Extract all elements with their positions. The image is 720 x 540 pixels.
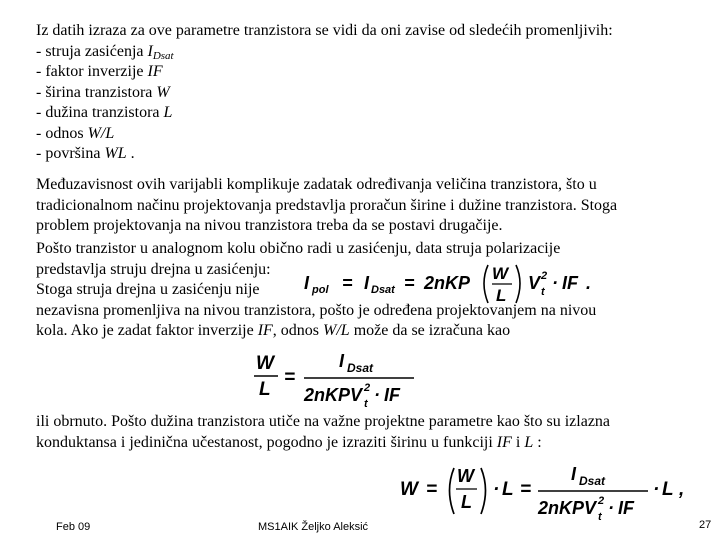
text-line: tradicionalnom načinu projektovanja predstavlja proračun širine i dužine tranzistora. Stoga: [36, 196, 618, 214]
svg-text:L: L: [662, 479, 674, 500]
svg-text:2: 2: [364, 382, 371, 394]
svg-text:·: ·: [608, 498, 614, 518]
svg-text:W: W: [457, 466, 474, 486]
svg-text:L: L: [461, 492, 472, 512]
svg-text:2: 2: [598, 495, 605, 507]
svg-text:t: t: [598, 511, 602, 523]
text-line: kola. Ako je zadat faktor inverzije IF, odnos W/L može da se izračuna kao: [36, 322, 511, 339]
svg-text:W: W: [256, 353, 274, 374]
text-line: nezavisna promenljiva na nivou tranzistora, pošto je određena projektovanjem na nivou: [36, 301, 597, 319]
svg-text:W: W: [492, 264, 509, 283]
text-line: ili obrnuto. Pošto dužina tranzistora utiče na važne projektne parametre kao što su izlazna: [36, 413, 611, 430]
svg-text:IF: IF: [562, 273, 578, 293]
svg-text:2nKPV: 2nKPV: [538, 498, 597, 518]
list-item: - faktor inverzije IF: [36, 63, 163, 80]
footer-course: MS1AIK Željko Aleksić: [258, 521, 369, 533]
paragraph-interdependence: [36, 175, 686, 237]
paragraph-width-function: [36, 412, 686, 453]
svg-text:t: t: [364, 398, 368, 410]
paragraph-variables: [36, 21, 686, 165]
equation-width: [396, 458, 696, 529]
list-item: - površina WL .: [36, 145, 135, 162]
svg-text:=: =: [520, 479, 532, 500]
svg-text:L: L: [502, 479, 514, 500]
svg-text:2nKPV: 2nKPV: [304, 385, 363, 405]
svg-text:L: L: [259, 379, 271, 400]
svg-text:I: I: [364, 273, 370, 293]
svg-text:·: ·: [552, 273, 558, 293]
list-item: - širina tranzistora W: [36, 83, 170, 101]
svg-text:=: =: [404, 273, 415, 293]
text-line: Međuzavisnost ovih varijabli komplikuje zadatak određivanja veličina tranzistora, što u: [36, 176, 597, 193]
list-item: - dužina tranzistora L: [36, 104, 173, 121]
svg-text:I: I: [571, 464, 577, 484]
svg-text:IF: IF: [618, 498, 634, 518]
svg-text:·: ·: [374, 385, 380, 405]
svg-text:=: =: [426, 479, 438, 500]
intro-line: Iz datih izraza za ove parametre tranzistora se vidi da oni zavise od sledećih promenljivih:: [36, 22, 613, 39]
list-item: - odnos W/L: [36, 124, 115, 142]
footer-date: Feb 09: [56, 521, 91, 533]
svg-text:2: 2: [541, 270, 548, 282]
svg-text:IF: IF: [384, 385, 400, 405]
svg-text:,: ,: [679, 479, 685, 500]
svg-text:·: ·: [653, 479, 660, 500]
svg-text:=: =: [284, 367, 296, 388]
equation-drain-current: [298, 259, 618, 314]
page-number: 27: [699, 519, 712, 531]
equation-w-over-l: [250, 347, 430, 418]
list-item: - struja zasićenja $I_{Dsat}$: [36, 42, 174, 62]
svg-text:.: .: [586, 273, 592, 293]
svg-text:Dsat: Dsat: [371, 284, 395, 296]
svg-text:I: I: [339, 351, 345, 371]
text-line: problem projektovanja na nivou tranzistora treba da se postavi drugačije.: [36, 217, 503, 234]
svg-text:t: t: [541, 286, 545, 298]
svg-text:2nKP: 2nKP: [424, 273, 471, 293]
text-line: Stoga struja drejna u zasićenju nije: [36, 281, 260, 298]
svg-text:pol: pol: [312, 284, 329, 296]
svg-text:I: I: [304, 273, 310, 293]
svg-text:Dsat: Dsat: [579, 474, 606, 488]
svg-text:W: W: [400, 479, 418, 500]
svg-text:Dsat: Dsat: [347, 361, 374, 375]
svg-text:·: ·: [493, 479, 500, 500]
text-line: Pošto tranzistor u analognom kolu obično radi u zasićenju, data struja polarizacije: [36, 240, 561, 257]
svg-text:L: L: [496, 286, 507, 305]
text-line: konduktansa i jedinična učestanost, pogodno je izraziti širinu u funkciji IF i L :: [36, 433, 542, 451]
text-line: predstavlja struju drejna u zasićenju:: [36, 260, 271, 278]
svg-text:V: V: [528, 273, 541, 293]
svg-text:=: =: [342, 273, 353, 293]
